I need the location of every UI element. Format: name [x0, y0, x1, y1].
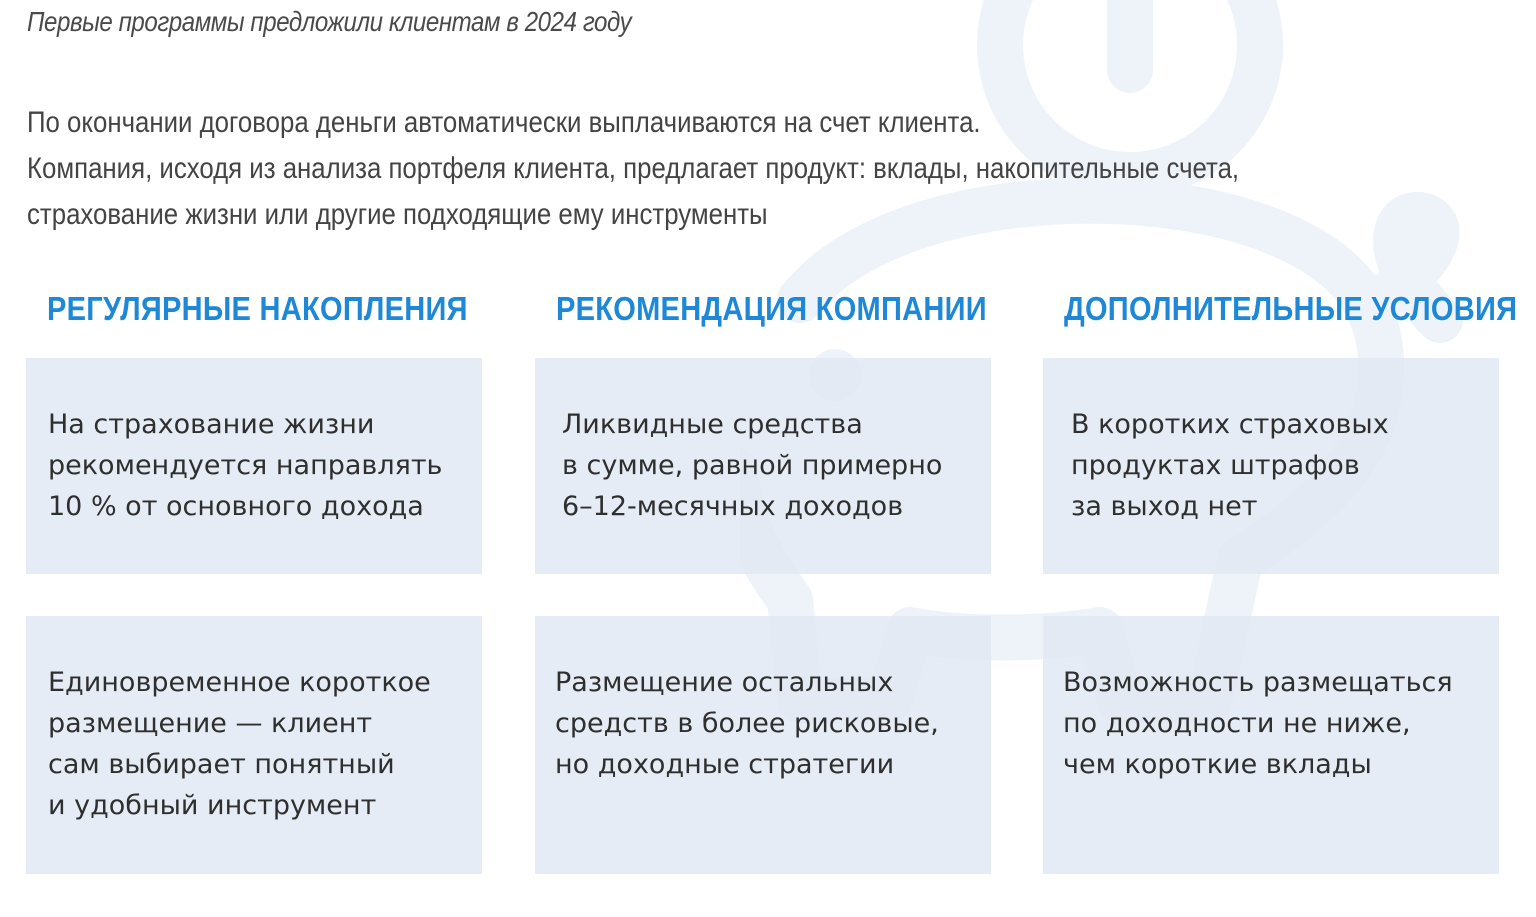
card-line: Единовременное короткое: [48, 667, 431, 698]
card-text: [1063, 616, 1499, 785]
card-line: На страхование жизни: [48, 409, 375, 440]
card-text: [48, 358, 482, 527]
card-line: размещение — клиент: [48, 708, 373, 739]
card-regular-savings-2: [26, 616, 482, 874]
card-line: Размещение остальных: [555, 667, 894, 698]
card-line: чем короткие вклады: [1063, 749, 1372, 780]
card-line: 10 % от основного дохода: [48, 491, 424, 522]
card-text: [1071, 358, 1499, 527]
card-line: 6–12-месячных доходов: [562, 491, 904, 522]
card-regular-savings-1: [26, 358, 482, 574]
subtitle: Первые программы предложили клиентам в 2024 году: [27, 6, 632, 37]
card-line: средств в более рисковые,: [555, 708, 939, 739]
card-line: В коротких страховых: [1071, 409, 1389, 440]
card-text: [555, 616, 991, 785]
card-line: Возможность размещаться: [1063, 667, 1453, 698]
heading-additional-conditions: ДОПОЛНИТЕЛЬНЫЕ УСЛОВИЯ: [1064, 290, 1518, 327]
card-line: и удобный инструмент: [48, 790, 377, 821]
card-line: но доходные стратегии: [555, 749, 895, 780]
card-company-recommendation-1: [535, 358, 991, 574]
intro-text: [27, 100, 1239, 238]
intro-line: По окончании договора деньги автоматически выплачиваются на счет клиента.: [27, 106, 981, 139]
intro-line: страхование жизни или другие подходящие ему инструменты: [27, 198, 768, 231]
card-line: в сумме, равной примерно: [562, 450, 943, 481]
heading-regular-savings: РЕГУЛЯРНЫЕ НАКОПЛЕНИЯ: [47, 290, 468, 327]
card-text: [562, 358, 991, 527]
card-text: [48, 616, 482, 826]
card-company-recommendation-2: [535, 616, 991, 874]
intro-line: Компания, исходя из анализа портфеля клиента, предлагает продукт: вклады, накопительные счета,: [27, 152, 1240, 185]
card-line: Ликвидные средства: [562, 409, 863, 440]
card-line: продуктах штрафов: [1071, 450, 1360, 481]
heading-company-recommendation: РЕКОМЕНДАЦИЯ КОМПАНИИ: [556, 290, 987, 327]
card-line: сам выбирает понятный: [48, 749, 395, 780]
card-line: за выход нет: [1071, 491, 1258, 522]
card-line: рекомендуется направлять: [48, 450, 443, 481]
card-additional-conditions-2: [1043, 616, 1499, 874]
card-additional-conditions-1: [1043, 358, 1499, 574]
card-line: по доходности не ниже,: [1063, 708, 1411, 739]
